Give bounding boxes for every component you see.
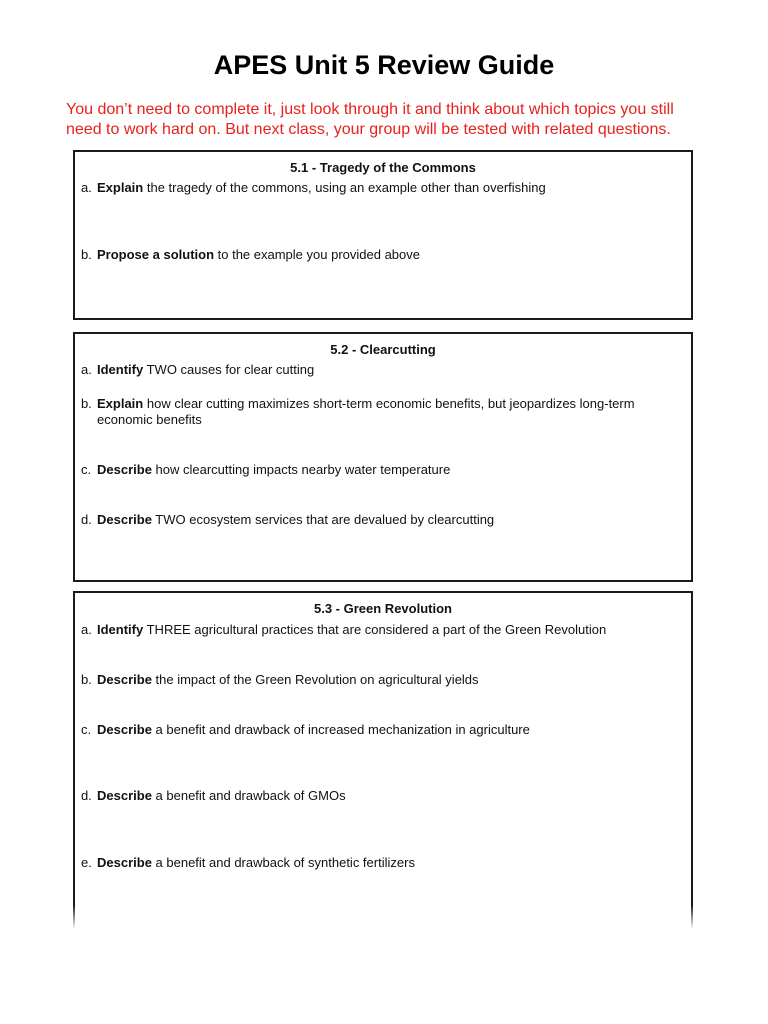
question-text: the impact of the Green Revolution on agricultural yields [151, 672, 479, 687]
question-item [81, 247, 683, 263]
question-verb: Describe [97, 512, 152, 527]
question-text: THREE agricultural practices that are considered a part of the Green Revolution [143, 622, 607, 637]
section-5-2-box [73, 332, 693, 582]
question-verb: Explain [97, 180, 144, 195]
question-verb: Identify [97, 622, 144, 637]
section-heading: 5.2 - Clearcutting [330, 342, 436, 357]
question-letter: c. [81, 722, 92, 737]
question-item [81, 722, 683, 738]
question-text: the tragedy of the commons, using an example other than overfishing [143, 180, 546, 195]
page-cutoff-fade [70, 905, 700, 935]
question-letter: e. [81, 855, 92, 870]
question-item [81, 180, 683, 196]
question-letter: a. [81, 622, 92, 637]
question-verb: Propose a solution [97, 247, 215, 262]
question-text: a benefit and drawback of synthetic fertilizers [151, 855, 415, 870]
question-text: a benefit and drawback of increased mechanization in agriculture [151, 722, 530, 737]
question-letter: d. [81, 512, 92, 527]
question-letter: c. [81, 462, 92, 477]
question-item [81, 396, 683, 428]
question-text: to the example you provided above [214, 247, 420, 262]
question-text: TWO causes for clear cutting [143, 362, 315, 377]
instructions-note: You don’t need to complete it, just look through it and think about which topics you still need to work hard on. But next class, your group will be tested with related questions. [66, 101, 674, 138]
question-item [81, 362, 683, 378]
question-letter: b. [81, 672, 92, 687]
question-item [81, 788, 683, 804]
question-verb: Describe [97, 462, 152, 477]
question-verb: Describe [97, 788, 152, 803]
question-text-continued: economic benefits [97, 412, 202, 427]
question-verb: Identify [97, 362, 144, 377]
question-letter: b. [81, 247, 92, 262]
question-item [81, 512, 683, 528]
page-title: APES Unit 5 Review Guide [213, 50, 555, 80]
question-verb: Describe [97, 855, 152, 870]
question-verb: Describe [97, 672, 152, 687]
section-heading: 5.3 - Green Revolution [314, 601, 452, 616]
question-text: TWO ecosystem services that are devalued by clearcutting [151, 512, 495, 527]
section-heading: 5.1 - Tragedy of the Commons [290, 160, 476, 175]
question-item [81, 672, 683, 688]
question-item [81, 462, 683, 478]
question-text: how clearcutting impacts nearby water temperature [151, 462, 451, 477]
question-text: a benefit and drawback of GMOs [151, 788, 346, 803]
question-verb: Describe [97, 722, 152, 737]
section-5-1-box [73, 150, 693, 320]
question-verb: Explain [97, 396, 144, 411]
question-item [81, 855, 683, 871]
section-5-3-box [73, 591, 693, 931]
question-letter: a. [81, 362, 92, 377]
question-text: how clear cutting maximizes short-term economic benefits, but jeopardizes long-term [143, 396, 635, 411]
question-letter: a. [81, 180, 92, 195]
question-item [81, 622, 683, 638]
question-letter: b. [81, 396, 92, 411]
question-letter: d. [81, 788, 92, 803]
